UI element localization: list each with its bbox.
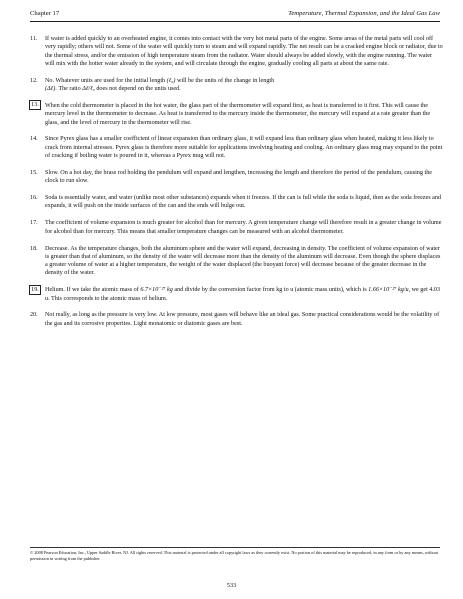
page-number: 533 [226, 582, 237, 589]
item-text: The coefficient of volume expansion is much greater for alcohol than for mercury. A given temperature change will therefore result in a greater change in volume for alcohol than for mercury. This means that smaller temperature changes can be measured with an alcohol thermometer. [45, 220, 442, 235]
item-text: . The ratio [55, 86, 81, 93]
item-text: When the cold thermometer is placed in the hot water, the glass part of the thermometer will expand first, as heat is transferred to it first. This will cause the mercury level in the thermometer to decrease. As heat is transferred to the mercury inside the thermometer, the mercury will expand at a rate greater than the glass, and the level of mercury in the thermometer will rise. [45, 102, 431, 126]
item-number-boxed: 19. [29, 285, 41, 295]
list-item [30, 102, 443, 127]
length-change-symbol: (Δℓ) [45, 86, 56, 93]
item-text: Not really, as long as the pressure is very low. At low pressure, most gases will behave like an ideal gas. Some practical considerations would be the volatility of the gas and its corrosive properties. Light monatomic or diatomic gases are best. [45, 312, 440, 327]
item-text: , we get 4.03 u. This corresponds to the atomic mass of helium. [45, 287, 441, 302]
item-number: 18. [30, 245, 38, 252]
list-item [30, 286, 443, 303]
item-number-boxed: 13. [29, 100, 41, 110]
item-number: 20. [30, 312, 38, 319]
list-item [30, 77, 443, 94]
list-item [30, 169, 443, 186]
atomic-mass-value: 6.7×10⁻²⁷ kg [140, 287, 173, 294]
item-number: 11. [30, 36, 38, 42]
item-text: Helium. If we take the atomic mass of [45, 287, 139, 294]
list-item [30, 194, 443, 211]
item-number: 16. [30, 195, 38, 202]
item-text: Soda is essentially water, and water (unlike most other substances) expands when it freezes. If the can is full while the soda is liquid, then as the soda freezes and expands, it will push on the inside surfaces of the can and the ends will bulge out. [45, 195, 442, 210]
item-number: 15. [30, 169, 38, 176]
conversion-factor-value: 1.66×10⁻²⁷ kg/u [368, 287, 409, 294]
page-header [30, 8, 440, 22]
item-text: and divide by the conversion factor from kg to u (atomic mass units), which is [174, 287, 367, 294]
copyright-footer: © 2008 Pearson Education, Inc., Upper Saddle River, NJ. All rights reserved. This material is protected under all copyright laws as they currently exist. No portion of this material may be reproduced, in any form or by any means, without permission in writing from the publisher. [30, 547, 440, 561]
answer-list [30, 35, 443, 337]
item-text: will be the units of the change in length [177, 77, 275, 84]
item-text: If water is added quickly to an overheated engine, it comes into contact with the very hot metal parts of the engine. Some areas of the metal parts will cool off very rapidly; others will not. Some of the water will quickly turn to steam and will expand rapidly. The net result can be a cracked engine block or radiator, due to the thermal stress, and/or the emission of high temperature steam from the radiator. Water should always be added slowly, with the engine running. The water will mix with the hotter water already in the system, and will circulate through the engine, gradually cooling all parts at about the same rate. [45, 36, 443, 67]
item-text: Slow. On a hot day, the brass rod holding the pendulum will expand and lengthen, increasing the length and therefore the period of the pendulum, causing the clock to run slow. [45, 169, 432, 185]
item-number: 12. [30, 77, 38, 84]
list-item [30, 35, 443, 68]
item-text: Since Pyrex glass has a smaller coefficient of linear expansion than ordinary glass, it will expand less than ordinary glass when heated, making it less likely to crack from internal stresses. Pyrex glass is therefore more suitable for applications involving heating and cooling. An ordinary glass mug may expand to the point of cracking if boiling water is poured in it, whereas a Pyrex mug will not. [45, 136, 443, 160]
list-item [30, 311, 443, 328]
length-ratio-symbol: Δℓ/ℓ₀ [82, 86, 95, 93]
item-number: 17. [30, 220, 38, 227]
list-item [30, 245, 443, 278]
item-text: No. Whatever units are used for the initial length [45, 77, 166, 84]
item-text: Decrease. As the temperature changes, both the aluminum sphere and the water will expand, decreasing in density. The coefficient of volume expansion of water is greater than that of aluminum, so the density of the water will decrease more than the density of the aluminum will decrease. Even though the sphere displaces a greater volume of water at a higher temperature, the weight of the water displaced (the buoyant force) will decrease because of the greater decrease in the density of the water. [45, 245, 441, 277]
item-text: does not depend on the units used. [96, 86, 181, 93]
list-item [30, 219, 443, 236]
list-item [30, 135, 443, 160]
chapter-label: Chapter 17 [30, 10, 60, 17]
item-number: 14. [30, 136, 38, 143]
chapter-title: Temperature, Thermal Expansion, and the Ideal Gas Law [288, 10, 440, 17]
initial-length-symbol: (ℓ₀) [166, 77, 176, 84]
